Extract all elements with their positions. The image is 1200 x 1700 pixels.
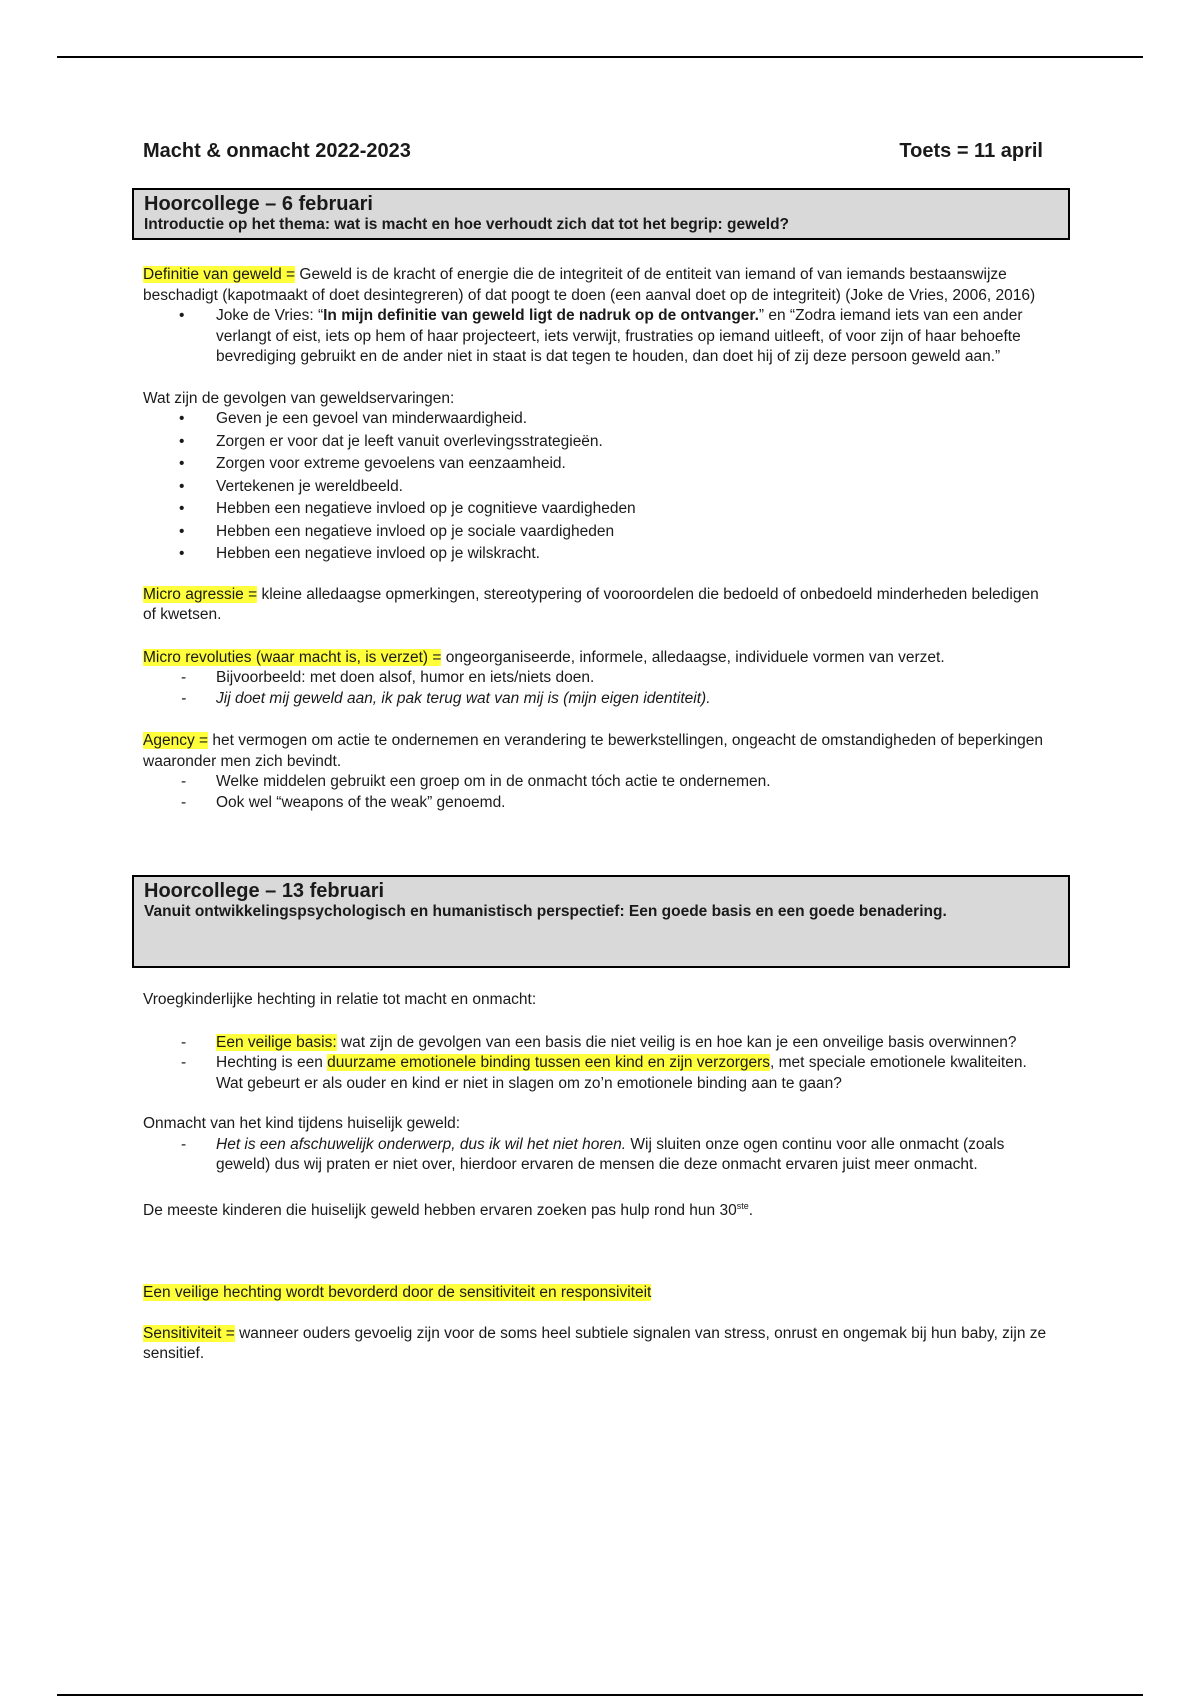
list-item: - Bijvoorbeeld: met doen alsof, humor en iets/niets doen.	[143, 668, 1048, 689]
item-text: , met speciale emotionele kwaliteiten. Wat gebeurt er als ouder en kind er niet in slagen om zo’n emotionele binding aan te gaan?	[216, 1054, 1027, 1092]
list-item: • Geven je een gevoel van minderwaardigheid.	[143, 409, 1048, 430]
highlighted-term: Sensitiviteit =	[143, 1324, 235, 1342]
list-item: - Jij doet mij geweld aan, ik pak terug wat van mij is (mijn eigen identiteit).	[143, 689, 1048, 710]
section-subtitle: Vanuit ontwikkelingspsychologisch en humanistisch perspectief: Een goede basis en een goede benadering.	[144, 903, 947, 920]
document-header	[143, 140, 1048, 163]
highlighted-term: Micro revoluties (waar macht is, is verzet) =	[143, 648, 442, 666]
paragraph	[143, 1196, 1048, 1222]
definition-text: Geweld is de kracht of energie die de integriteit of de entiteit van iemand of van iemands bestaanswijze beschadigt (kapotmaakt of doet desintegreren) of dat poogt te doen (een aanval doet op de integriteit) (Joke de Vries, 2006, 2016)	[143, 266, 1036, 304]
section-header-box	[132, 875, 1070, 968]
list-item: • Hebben een negatieve invloed op je wilskracht.	[143, 544, 1048, 565]
paragraph: Wat zijn de gevolgen van geweldservaringen:	[143, 389, 455, 407]
item-text: wat zijn de gevolgen van een basis die niet veilig is en hoe kan je een onveilige basis overwinnen?	[336, 1033, 1017, 1051]
dash-list	[143, 668, 1048, 709]
definition-text: het vermogen om actie te ondernemen en verandering te bewerkstellingen, ongeacht de omstandigheden of beperkingen waaronder men zich bevindt.	[143, 732, 1044, 770]
list-item: • Zorgen voor extreme gevoelens van eenzaamheid.	[143, 454, 1048, 475]
section-title: Hoorcollege – 13 februari	[144, 880, 385, 902]
section-title: Hoorcollege – 6 februari	[144, 193, 373, 215]
top-rule	[57, 56, 1143, 58]
paragraph	[143, 585, 1048, 626]
quote-bold: In mijn definitie van geweld ligt de nadruk op de ontvanger.	[323, 307, 759, 324]
ordinal-suffix: ste	[736, 1200, 749, 1211]
list-item: - Welke middelen gebruikt een groep om in de onmacht tóch actie te ondernemen.	[143, 772, 1048, 793]
highlighted-term: Een veilige basis:	[216, 1033, 337, 1051]
section-header-box	[132, 188, 1070, 240]
paragraph	[143, 1324, 1048, 1365]
paragraph-end: .	[748, 1201, 754, 1219]
paragraph: Vroegkinderlijke hechting in relatie tot macht en onmacht:	[143, 991, 537, 1008]
bottom-rule	[57, 1694, 1143, 1696]
highlighted-sentence: Een veilige hechting wordt bevorderd door de sensitiviteit en responsiviteit	[143, 1284, 652, 1302]
list-item	[143, 1135, 1048, 1176]
section-subtitle: Introductie op het thema: wat is macht en hoe verhoudt zich dat tot het begrip: geweld?	[144, 216, 790, 233]
highlighted-term: Definitie van geweld =	[143, 266, 296, 283]
list-item: • Zorgen er voor dat je leeft vanuit overlevingsstrategieën.	[143, 432, 1048, 453]
course-title: Macht & onmacht 2022-2023	[143, 140, 411, 162]
quote-rest: ” en “Zodra iemand iets van een ander verlangt of eist, iets op hem of haar projecteert, iets verwijt, frustraties op iemand uitleeft, of voor zijn of haar behoefte bevrediging gebruikt en de ander niet in staat is dat tegen te houden, dan doet hij of zij deze persoon geweld aan.”	[216, 307, 1023, 365]
quote-prefix: Joke de Vries: “	[216, 307, 324, 324]
dash-list	[143, 1135, 1048, 1176]
list-item: • Hebben een negatieve invloed op je cognitieve vaardigheden	[143, 499, 1048, 520]
highlighted-term: Agency =	[143, 732, 209, 749]
list-item	[143, 306, 1048, 368]
paragraph	[143, 731, 1048, 772]
paragraph	[143, 1283, 1048, 1304]
list-item	[143, 1033, 1048, 1054]
list-item	[143, 1053, 1048, 1094]
bullet-list	[143, 306, 1048, 368]
definition-text: wanneer ouders gevoelig zijn voor de soms heel subtiele signalen van stress, onrust en ongemak bij hun baby, zijn ze sensitief.	[143, 1324, 1047, 1363]
list-item: - Ook wel “weapons of the weak” genoemd.	[143, 793, 1048, 814]
dash-list	[143, 772, 1048, 813]
paragraph-text: De meeste kinderen die huiselijk geweld hebben ervaren zoeken pas hulp rond hun 30	[143, 1201, 737, 1219]
item-text: Wij sluiten onze ogen continu voor alle onmacht (zoals geweld) dus wij praten er niet over, hierdoor ervaren de mensen die deze onmacht ervaren juist meer onmacht.	[216, 1135, 1005, 1173]
italic-phrase: Het is een afschuwelijk onderwerp, dus ik wil het niet horen.	[216, 1135, 627, 1153]
paragraph	[143, 265, 1048, 306]
list-item: • Vertekenen je wereldbeeld.	[143, 477, 1048, 498]
exam-date: Toets = 11 april	[899, 140, 1043, 162]
highlighted-term: Micro agressie =	[143, 585, 258, 603]
list-item: • Hebben een negatieve invloed op je sociale vaardigheden	[143, 522, 1048, 543]
definition-text: kleine alledaagse opmerkingen, stereotypering of vooroordelen die bedoeld of onbedoeld minderheden beledigen of kwetsen.	[143, 585, 1039, 623]
paragraph: Onmacht van het kind tijdens huiselijk geweld:	[143, 1115, 461, 1132]
paragraph	[143, 648, 1048, 669]
item-text: Hechting is een	[216, 1054, 328, 1071]
bullet-list	[143, 409, 1048, 565]
dash-list	[143, 1033, 1048, 1095]
document-page	[143, 140, 1048, 1365]
definition-text: ongeorganiseerde, informele, alledaagse, individuele vormen van verzet.	[441, 648, 945, 666]
highlighted-phrase: duurzame emotionele binding tussen een kind en zijn verzorgers	[327, 1054, 771, 1071]
